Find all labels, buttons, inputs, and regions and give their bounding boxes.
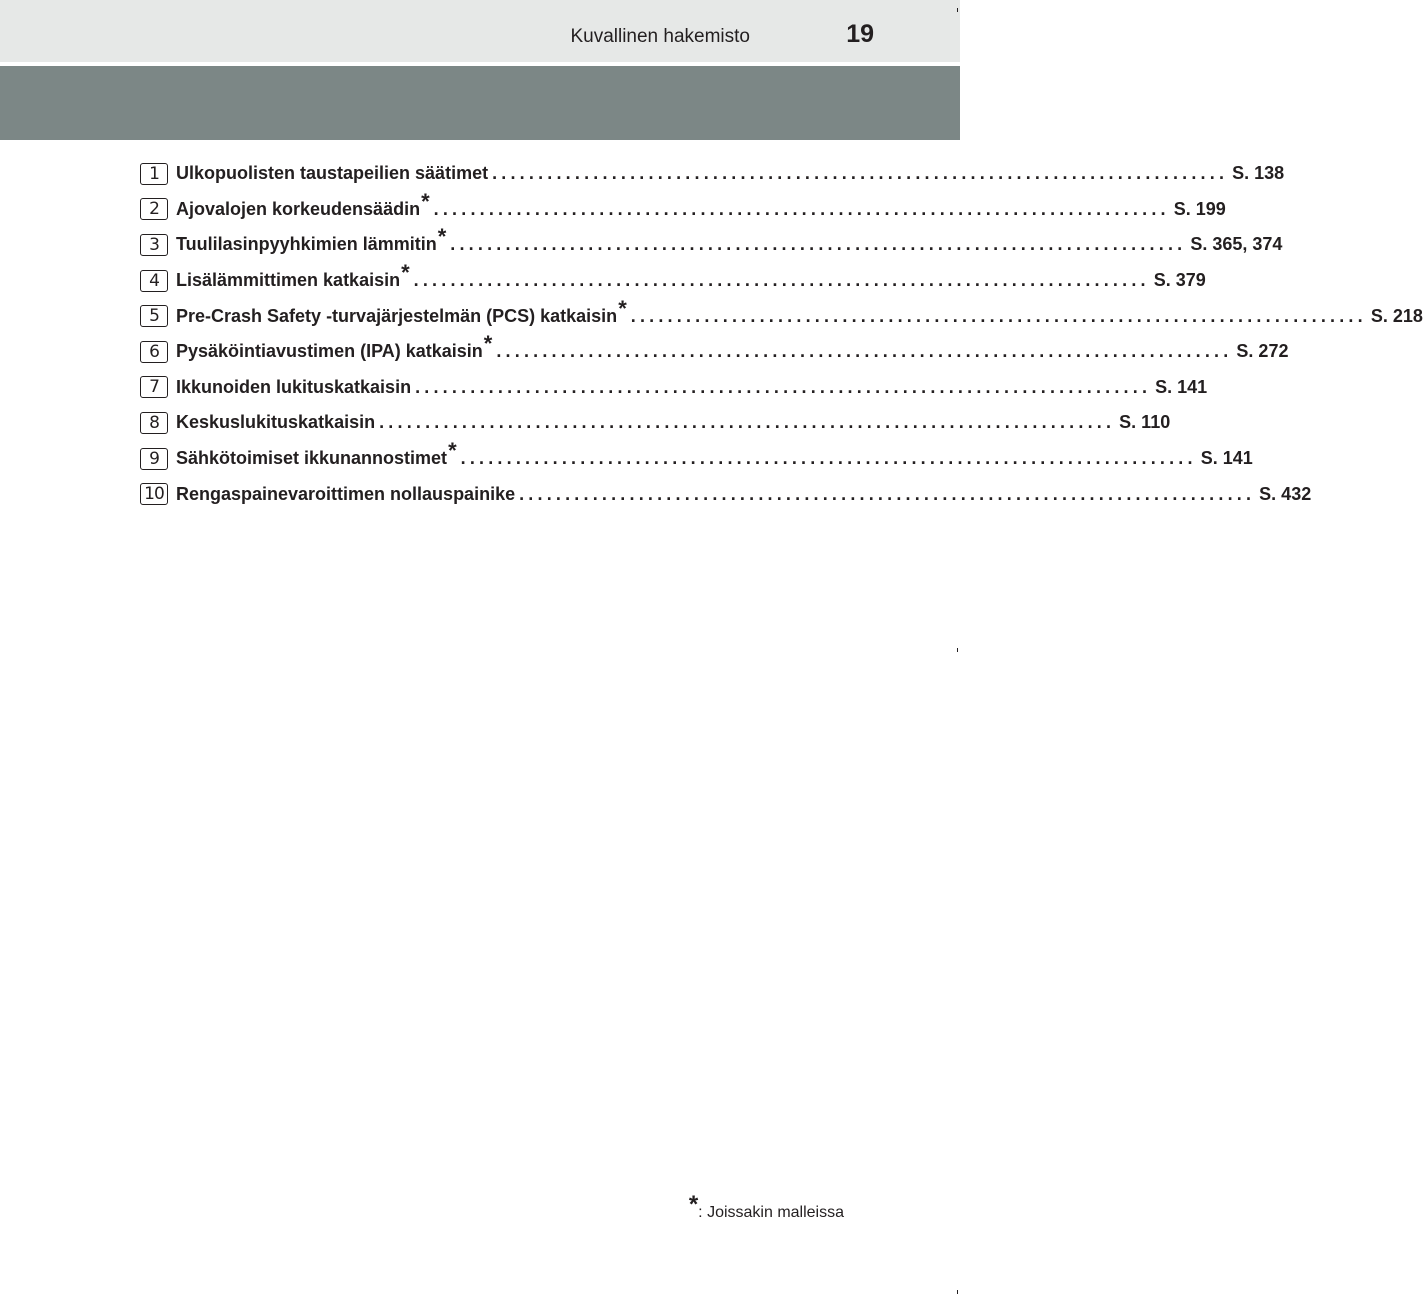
callout-number: 7 — [140, 376, 168, 398]
callout-number: 3 — [140, 234, 168, 256]
callout-number: 2 — [140, 198, 168, 220]
callout-number: 1 — [140, 163, 168, 185]
entry-label: Lisälämmittimen katkaisin — [176, 270, 401, 291]
page-reference: S. 199 — [1173, 198, 1226, 219]
entry-label: Rengaspainevaroittimen nollauspainike — [176, 483, 516, 504]
callout-number: 6 — [140, 341, 168, 363]
page-reference: S. 218 — [1370, 305, 1423, 326]
callout-number: 9 — [140, 448, 168, 470]
illustration-band — [0, 66, 960, 140]
index-entry: 4 Lisälämmittimen katkaisin * ................................................................................ S. 379 — [140, 263, 810, 299]
callout-number: 10 — [140, 483, 168, 505]
entry-label: Ajovalojen korkeudensäädin — [176, 198, 421, 219]
dot-leader: ................................................................................ — [415, 376, 1152, 397]
crop-mark — [957, 1290, 958, 1294]
page-reference: S. 379 — [1153, 270, 1206, 291]
dot-leader: ................................................................................ — [492, 163, 1229, 184]
page-reference: S. 432 — [1259, 483, 1312, 504]
footnote — [688, 1191, 844, 1224]
entry-label: Pysäköintiavustimen (IPA) katkaisin — [176, 341, 483, 362]
callout-number: 8 — [140, 412, 168, 434]
entry-label: Pre-Crash Safety -turvajärjestelmän (PCS) katkaisin — [176, 305, 618, 326]
page-reference: S. 272 — [1236, 341, 1289, 362]
dot-leader: ................................................................................ — [630, 305, 1367, 326]
page-reference: S. 141 — [1155, 376, 1208, 397]
dot-leader: ................................................................................ — [413, 270, 1150, 291]
index-entry: 2 Ajovalojen korkeudensäädin * ................................................................................ S. 199 — [140, 192, 810, 228]
index-list — [140, 156, 1423, 512]
crop-mark — [957, 8, 958, 12]
index-entry: 3 Tuulilasinpyyhkimien lämmitin * ................................................................................ S. 365, 374 — [140, 227, 810, 263]
footnote-asterisk: * — [688, 1191, 699, 1218]
callout-number: 5 — [140, 305, 168, 327]
page-reference: S. 110 — [1119, 412, 1171, 433]
dot-leader: ................................................................................ — [496, 341, 1233, 362]
footnote-text: : Joissakin malleissa — [698, 1204, 844, 1221]
index-entry: 5 Pre-Crash Safety -turvajärjestelmän (PCS) katkaisin * ................................................................................ S. 218 — [140, 298, 810, 334]
index-entry — [140, 476, 1312, 512]
entry-label: Ulkopuolisten taustapeilien säätimet — [176, 163, 489, 184]
section-title: Kuvallinen hakemisto — [570, 26, 750, 47]
dot-leader: ................................................................................ — [519, 483, 1256, 504]
index-entry — [140, 156, 1285, 192]
dot-leader: ................................................................................ — [379, 412, 1116, 433]
page-reference: S. 365, 374 — [1190, 234, 1283, 255]
dot-leader: ................................................................................ — [433, 198, 1170, 219]
index-entry — [140, 405, 1171, 441]
callout-number: 4 — [140, 270, 168, 292]
entry-label: Tuulilasinpyyhkimien lämmitin — [176, 234, 437, 255]
index-entry: 9 Sähkötoimiset ikkunannostimet * ................................................................................ S. 141 — [140, 441, 810, 477]
index-entry: 6 Pysäköintiavustimen (IPA) katkaisin * ................................................................................ S. 272 — [140, 334, 810, 370]
index-entry — [140, 370, 1208, 406]
entry-label: Ikkunoiden lukituskatkaisin — [176, 376, 412, 397]
dot-leader: ................................................................................ — [450, 234, 1187, 255]
crop-mark — [957, 648, 958, 652]
entry-label: Sähkötoimiset ikkunannostimet — [176, 448, 448, 469]
page-header — [0, 0, 960, 62]
page-reference: S. 138 — [1232, 163, 1285, 184]
dot-leader: ................................................................................ — [460, 448, 1197, 469]
page-reference: S. 141 — [1200, 448, 1253, 469]
page-number: 19 — [846, 20, 874, 48]
entry-label: Keskuslukituskatkaisin — [176, 412, 376, 433]
